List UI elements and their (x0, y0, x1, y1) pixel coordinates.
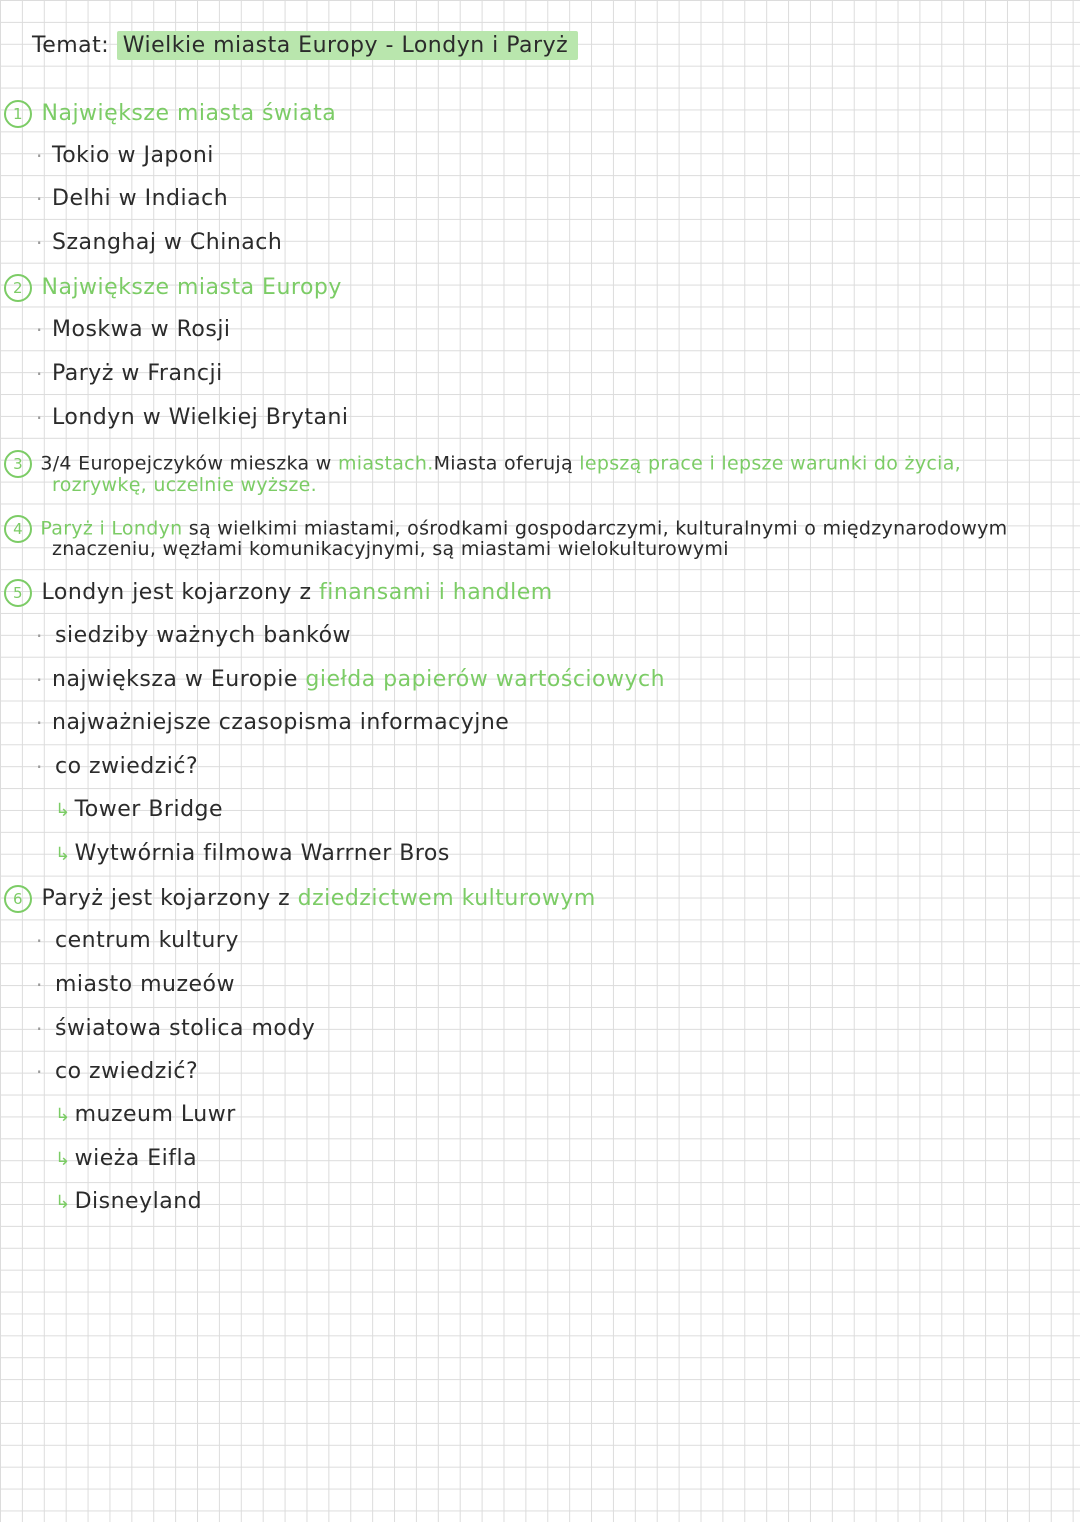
bullet-dot: · (36, 1017, 43, 1041)
return-arrow-icon: ↳ (55, 844, 71, 865)
s6-text-a: Paryż jest kojarzony z (41, 886, 291, 911)
section-number-3: 3 (4, 450, 32, 478)
title-highlight: Wielkie miasta Europy - Londyn i Paryż (117, 31, 578, 60)
bullet-dot: · (36, 668, 43, 692)
sub-list-item (55, 1102, 236, 1129)
section-number-2: 2 (4, 274, 32, 302)
section-number-5: 5 (4, 579, 32, 607)
bullet-dot: · (36, 1060, 43, 1084)
bullet-dot: · (36, 144, 43, 168)
s5-text-a: Londyn jest kojarzony z (41, 580, 312, 605)
sub-item-text: Disneyland (74, 1189, 203, 1214)
bullet-dot: · (36, 929, 43, 953)
s3-text-d: Miasta oferują (433, 452, 573, 475)
bullet-dot: · (36, 406, 43, 430)
list-item: Londyn w Wielkiej Brytani (52, 405, 349, 430)
list-item: Tokio w Japoni (52, 143, 214, 168)
list-item: Moskwa w Rosji (52, 317, 231, 342)
s6-text-b: dziedzictwem kulturowym (297, 886, 596, 911)
s3-text-c: miastach. (337, 452, 434, 475)
section-2-heading (4, 274, 342, 302)
s5-text-b: finansami i handlem (319, 580, 553, 605)
list-item: siedziby ważnych banków (55, 623, 352, 648)
return-arrow-icon: ↳ (55, 1105, 71, 1126)
sub-item-text: Wytwórnia filmowa Warrner Bros (74, 841, 450, 866)
s5-item-2b: giełda papierów wartościowych (305, 667, 666, 692)
bullet-dot: · (36, 231, 43, 255)
section-4-line-2: znaczeniu, węzłami komunikacyjnymi, są miastami wielokulturowymi (52, 538, 729, 560)
return-arrow-icon: ↳ (55, 800, 71, 821)
return-arrow-icon: ↳ (55, 1149, 71, 1170)
list-item: co zwiedzić? (55, 1059, 199, 1084)
bullet-dot: · (36, 187, 43, 211)
title-label: Temat: (32, 33, 110, 58)
list-item: Paryż w Francji (52, 361, 223, 386)
s5-item-2a: największa w Europie (52, 667, 298, 692)
section-2-heading-text: Największe miasta Europy (41, 275, 342, 300)
list-item: centrum kultury (55, 928, 239, 953)
bullet-dot: · (36, 318, 43, 342)
list-item (52, 667, 665, 693)
sub-item-text: muzeum Luwr (74, 1102, 236, 1127)
section-number-6: 6 (4, 885, 32, 913)
bullet-dot: · (36, 362, 43, 386)
list-item: Delhi w Indiach (52, 186, 229, 211)
s4-text-b: są wielkimi miastami, ośrodkami gospodarczymi, kulturalnymi o międzynarodowym (188, 517, 1008, 540)
return-arrow-icon: ↳ (55, 1192, 71, 1213)
section-1-heading-text: Największe miasta świata (41, 101, 337, 126)
list-item: co zwiedzić? (55, 754, 199, 779)
s4-text-a: Paryż i Londyn (40, 517, 183, 540)
sub-item-text: wieża Eifla (74, 1146, 198, 1171)
bullet-dot: · (36, 624, 43, 648)
list-item: miasto muzeów (55, 972, 235, 997)
sub-list-item (55, 1189, 202, 1216)
list-item: światowa stolica mody (55, 1016, 316, 1041)
section-6-heading (4, 885, 596, 913)
sub-list-item (55, 797, 223, 824)
s3-text-b: w (315, 452, 332, 475)
section-3-line-2: rozrywkę, uczelnie wyższe. (52, 474, 317, 496)
bullet-dot: · (36, 973, 43, 997)
list-item: Szanghaj w Chinach (52, 230, 283, 255)
bullet-dot: · (36, 711, 43, 735)
s3-text-f: prace i lepsze warunki do życia, (647, 452, 961, 475)
page-title (32, 33, 578, 59)
sub-item-text: Tower Bridge (74, 797, 224, 822)
section-1-heading (4, 100, 336, 128)
sub-list-item (55, 841, 450, 868)
section-5-heading (4, 579, 553, 607)
section-number-4: 4 (4, 515, 32, 543)
sub-list-item (55, 1146, 197, 1173)
s3-text-a: 3/4 Europejczyków mieszka (40, 452, 310, 475)
s3-text-e: lepszą (579, 452, 642, 475)
bullet-dot: · (36, 755, 43, 779)
list-item: najważniejsze czasopisma informacyjne (52, 710, 510, 735)
section-number-1: 1 (4, 100, 32, 128)
